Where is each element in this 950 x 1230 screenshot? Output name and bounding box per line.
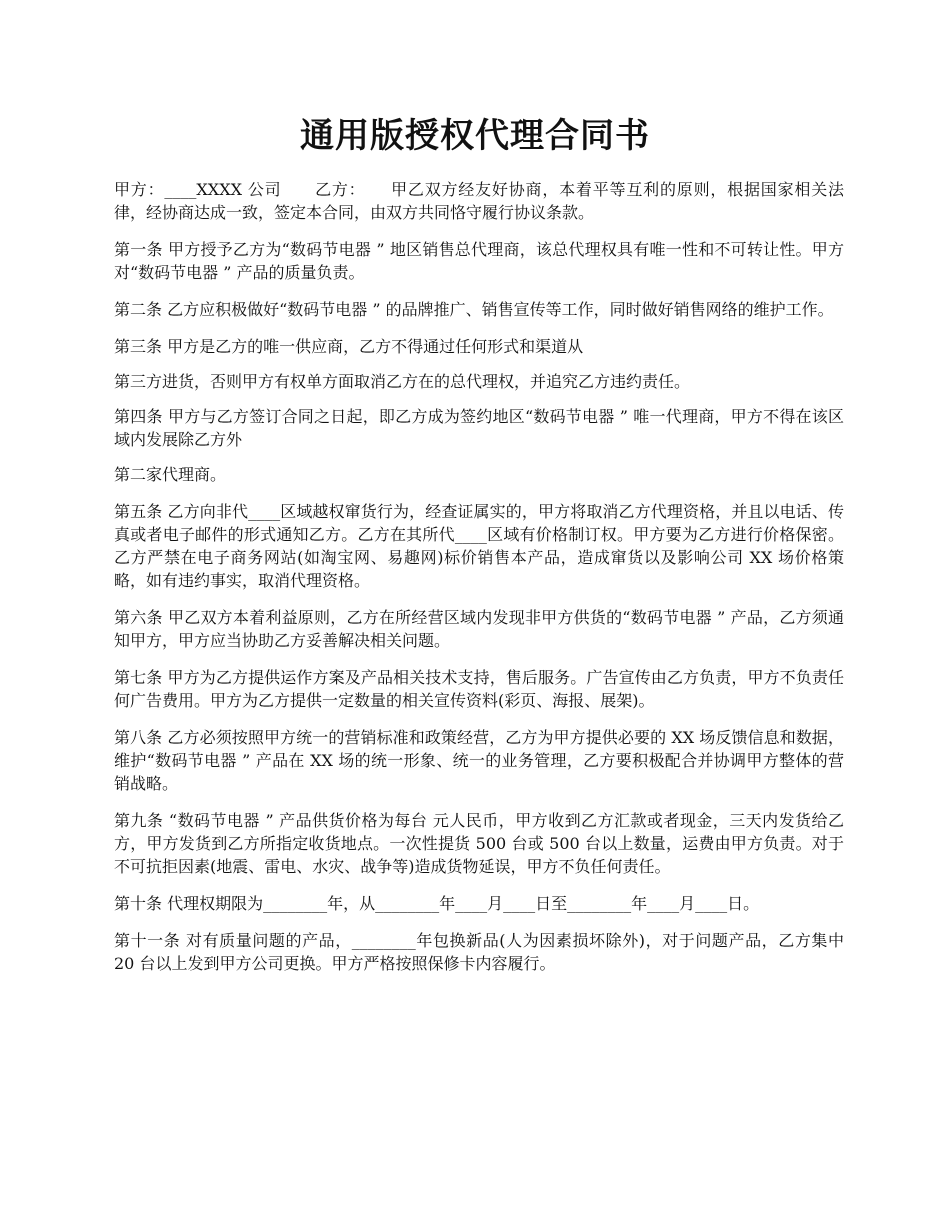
paragraph-article-9: 第九条 “数码节电器 ” 产品供货价格为每台 元人民币，甲方收到乙方汇款或者现金，三天内发货给乙方，甲方发货到乙方所指定收货地点。一次性提货 500 台或 500 台以上数量，运费由甲方负责。对于不可抗拒因素(地震、雷电、水灾、战争等)造成货物延误，甲方不负任何责任。 (114, 811, 844, 876)
paragraph-article-4-cont: 第二家代理商。 (114, 465, 227, 484)
paragraph-article-8: 第八条 乙方必须按照甲方统一的营销标准和政策经营，乙方为甲方提供必要的 XX 场反馈信息和数据，维护“数码节电器 ” 产品在 XX 场的统一形象、统一的业务管理，乙方要积极配合并协调甲方整体的营销战略。 (114, 728, 844, 793)
paragraph-article-10: 第十条 代理权期限为________年，从________年____月____日至________年____月____日。 (114, 894, 760, 913)
paragraph-article-2: 第二条 乙方应积极做好“数码节电器 ” 的品牌推广、销售宣传等工作，同时做好销售网络的维护工作。 (114, 300, 834, 319)
document-title: 通用版授权代理合同书 (300, 116, 650, 156)
paragraph-article-4: 第四条 甲方与乙方签订合同之日起，即乙方成为签约地区“数码节电器 ” 唯一代理商，甲方不得在该区域内发展除乙方外 (114, 407, 844, 449)
paragraph-article-3: 第三条 甲方是乙方的唯一供应商，乙方不得通过任何形式和渠道从 (114, 337, 584, 356)
paragraph-article-5: 第五条 乙方向非代____区域越权窜货行为，经查证属实的，甲方将取消乙方代理资格，并且以电话、传真或者电子邮件的形式通知乙方。乙方在其所代____区域有价格制订权。甲方要为乙方进行价格保密。乙方严禁在电子商务网站(如淘宝网、易趣网)标价销售本产品，造成窜货以及影响公司 XX 场价格策略，如有违约事实，取消代理资格。 (114, 502, 844, 590)
paragraph-parties: 甲方：____XXXX 公司 乙方： 甲乙双方经友好协商，本着平等互利的原则，根据国家相关法律，经协商达成一致，签定本合同，由双方共同恪守履行协议条款。 (114, 180, 844, 222)
paragraph-article-11: 第十一条 对有质量问题的产品，________年包换新品(人为因素损坏除外)，对于问题产品，乙方集中 20 台以上发到甲方公司更换。甲方严格按照保修卡内容履行。 (114, 931, 844, 973)
paragraph-article-6: 第六条 甲乙双方本着利益原则，乙方在所经营区域内发现非甲方供货的“数码节电器 ” 产品，乙方须通知甲方，甲方应当协助乙方妥善解决相关问题。 (114, 608, 844, 650)
paragraph-article-1: 第一条 甲方授予乙方为“数码节电器 ” 地区销售总代理商，该总代理权具有唯一性和不可转让性。甲方对“数码节电器 ” 产品的质量负责。 (114, 240, 844, 282)
paragraph-article-7: 第七条 甲方为乙方提供运作方案及产品相关技术支持，售后服务。广告宣传由乙方负责，甲方不负责任何广告费用。甲方为乙方提供一定数量的相关宣传资料(彩页、海报、展架)。 (114, 668, 844, 710)
document-body (114, 178, 844, 989)
paragraph-article-3-cont: 第三方进货，否则甲方有权单方面取消乙方在的总代理权，并追究乙方违约责任。 (114, 372, 691, 391)
